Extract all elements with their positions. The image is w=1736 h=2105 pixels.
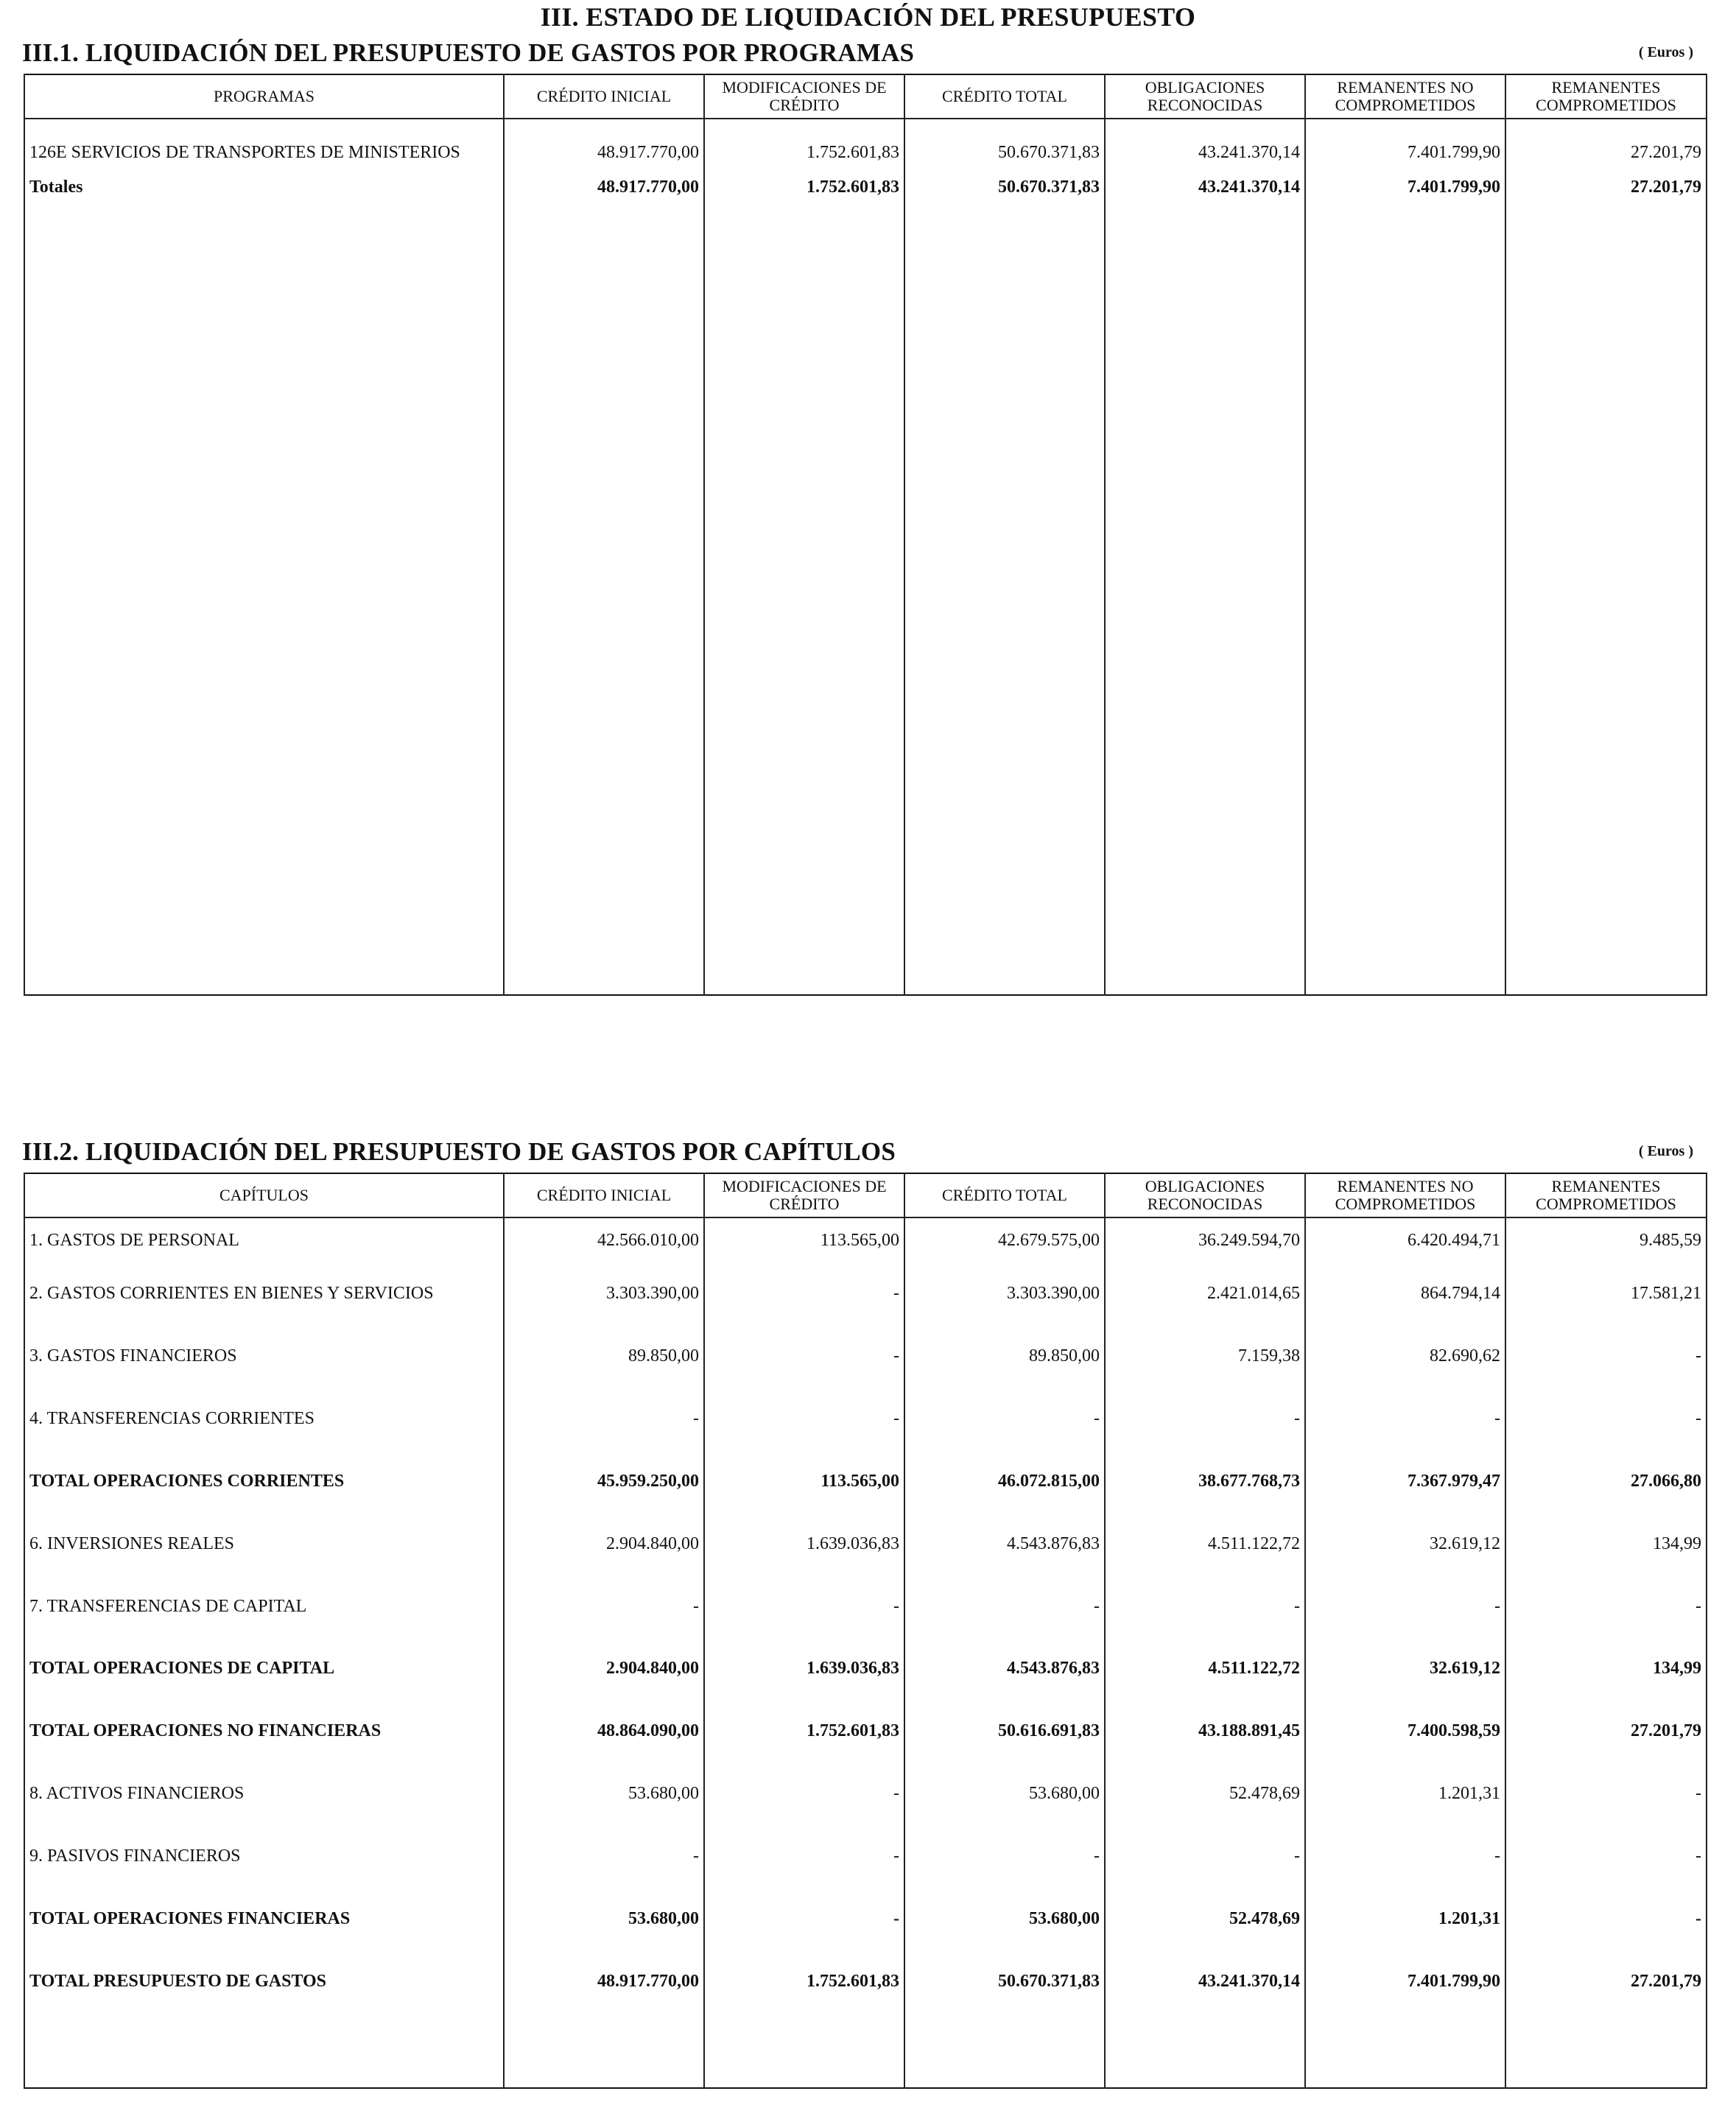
chapter-label: 2. GASTOS CORRIENTES EN BIENES Y SERVICIOS <box>24 1262 504 1325</box>
obligaciones-cell: 38.677.768,73 <box>1105 1450 1305 1513</box>
remanentes-no-comprometidos-cell: - <box>1305 1388 1505 1450</box>
remanentes-comprometidos-cell: 27.201,79 <box>1505 1700 1707 1763</box>
obligaciones-cell: 36.249.594,70 <box>1105 1217 1305 1262</box>
credito-inicial-cell: 48.917.770,00 <box>504 169 704 205</box>
credito-total-cell: - <box>904 1388 1105 1450</box>
remanentes-comprometidos-cell: 27.066,80 <box>1505 1450 1707 1513</box>
obligaciones-cell: - <box>1105 1825 1305 1888</box>
chapter-label: 7. TRANSFERENCIAS DE CAPITAL <box>24 1575 504 1638</box>
obligaciones-cell: 2.421.014,65 <box>1105 1262 1305 1325</box>
remanentes-comprometidos-cell: 134,99 <box>1505 1513 1707 1575</box>
empty-filler-row <box>24 205 1707 995</box>
column-header: OBLIGACIONES RECONOCIDAS <box>1105 1173 1305 1217</box>
modificaciones-cell: - <box>704 1763 904 1825</box>
remanentes-comprometidos-cell: 134,99 <box>1505 1638 1707 1701</box>
modificaciones-cell: - <box>704 1888 904 1950</box>
credito-total-cell: 50.670.371,83 <box>904 169 1105 205</box>
credito-inicial-cell: 48.917.770,00 <box>504 1950 704 2013</box>
remanentes-comprometidos-cell: - <box>1505 1763 1707 1825</box>
remanentes-comprometidos-cell: - <box>1505 1575 1707 1638</box>
modificaciones-cell: - <box>704 1825 904 1888</box>
modificaciones-cell: 1.752.601,83 <box>704 169 904 205</box>
remanentes-no-comprometidos-cell: - <box>1305 1575 1505 1638</box>
column-header: CRÉDITO TOTAL <box>904 1173 1105 1217</box>
table-row <box>24 119 1707 169</box>
subtotal-row <box>24 1700 1707 1763</box>
totals-row <box>24 169 1707 205</box>
credito-total-cell: 42.679.575,00 <box>904 1217 1105 1262</box>
remanentes-comprometidos-cell: 17.581,21 <box>1505 1262 1707 1325</box>
chapter-label: TOTAL OPERACIONES NO FINANCIERAS <box>24 1700 504 1763</box>
remanentes-comprometidos-cell: - <box>1505 1888 1707 1950</box>
credito-total-cell: 50.670.371,83 <box>904 119 1105 169</box>
table-row <box>24 1513 1707 1575</box>
modificaciones-cell: 113.565,00 <box>704 1450 904 1513</box>
remanentes-no-comprometidos-cell: - <box>1305 1825 1505 1888</box>
credito-inicial-cell: - <box>504 1575 704 1638</box>
credito-inicial-cell: - <box>504 1388 704 1450</box>
credito-total-cell: 89.850,00 <box>904 1325 1105 1388</box>
credito-total-cell: - <box>904 1825 1105 1888</box>
table-row <box>24 1825 1707 1888</box>
remanentes-no-comprometidos-cell: 7.367.979,47 <box>1305 1450 1505 1513</box>
remanentes-comprometidos-cell: 27.201,79 <box>1505 169 1707 205</box>
grand-total-row <box>24 1950 1707 2013</box>
chapter-label: TOTAL OPERACIONES DE CAPITAL <box>24 1638 504 1701</box>
capitulos-table <box>24 1173 1707 2089</box>
section-title-capitulos: III.2. LIQUIDACIÓN DEL PRESUPUESTO DE GASTOS POR CAPÍTULOS <box>22 1137 896 1166</box>
remanentes-comprometidos-cell: - <box>1505 1325 1707 1388</box>
remanentes-no-comprometidos-cell: 7.401.799,90 <box>1305 119 1505 169</box>
credito-inicial-cell: 42.566.010,00 <box>504 1217 704 1262</box>
remanentes-no-comprometidos-cell: 7.401.799,90 <box>1305 169 1505 205</box>
page-title: III. ESTADO DE LIQUIDACIÓN DEL PRESUPUESTO <box>540 2 1196 32</box>
table-row <box>24 1262 1707 1325</box>
credito-total-cell: 46.072.815,00 <box>904 1450 1105 1513</box>
subtotal-row <box>24 1638 1707 1701</box>
chapter-label: 1. GASTOS DE PERSONAL <box>24 1217 504 1262</box>
chapter-label: 6. INVERSIONES REALES <box>24 1513 504 1575</box>
credito-inicial-cell: 45.959.250,00 <box>504 1450 704 1513</box>
table-row <box>24 1388 1707 1450</box>
credito-total-cell: 50.616.691,83 <box>904 1700 1105 1763</box>
table-row <box>24 1325 1707 1388</box>
column-header: REMANENTES COMPROMETIDOS <box>1505 74 1707 119</box>
remanentes-no-comprometidos-cell: 1.201,31 <box>1305 1888 1505 1950</box>
unit-label-capitulos: ( Euros ) <box>1638 1143 1693 1159</box>
table-header-row <box>24 74 1707 119</box>
remanentes-no-comprometidos-cell: 6.420.494,71 <box>1305 1217 1505 1262</box>
credito-inicial-cell: 53.680,00 <box>504 1763 704 1825</box>
modificaciones-cell: - <box>704 1575 904 1638</box>
obligaciones-cell: - <box>1105 1575 1305 1638</box>
unit-label-programas: ( Euros ) <box>1638 44 1693 60</box>
modificaciones-cell: - <box>704 1325 904 1388</box>
chapter-label: TOTAL OPERACIONES CORRIENTES <box>24 1450 504 1513</box>
modificaciones-cell: - <box>704 1388 904 1450</box>
remanentes-no-comprometidos-cell: 32.619,12 <box>1305 1513 1505 1575</box>
obligaciones-cell: 4.511.122,72 <box>1105 1513 1305 1575</box>
subtotal-row <box>24 1888 1707 1950</box>
column-header: OBLIGACIONES RECONOCIDAS <box>1105 74 1305 119</box>
credito-inicial-cell: 2.904.840,00 <box>504 1638 704 1701</box>
subtotal-row <box>24 1450 1707 1513</box>
remanentes-no-comprometidos-cell: 32.619,12 <box>1305 1638 1505 1701</box>
modificaciones-cell: 113.565,00 <box>704 1217 904 1262</box>
remanentes-comprometidos-cell: - <box>1505 1825 1707 1888</box>
modificaciones-cell: 1.752.601,83 <box>704 1950 904 2013</box>
table-row <box>24 1575 1707 1638</box>
remanentes-comprometidos-cell: 27.201,79 <box>1505 119 1707 169</box>
table-row <box>24 1763 1707 1825</box>
credito-total-cell: 50.670.371,83 <box>904 1950 1105 2013</box>
credito-total-cell: 4.543.876,83 <box>904 1513 1105 1575</box>
column-header: MODIFICACIONES DE CRÉDITO <box>704 1173 904 1217</box>
chapter-label: TOTAL OPERACIONES FINANCIERAS <box>24 1888 504 1950</box>
credito-inicial-cell: 89.850,00 <box>504 1325 704 1388</box>
chapter-label: 3. GASTOS FINANCIEROS <box>24 1325 504 1388</box>
table-header-row <box>24 1173 1707 1217</box>
remanentes-no-comprometidos-cell: 7.401.799,90 <box>1305 1950 1505 2013</box>
modificaciones-cell: 1.752.601,83 <box>704 1700 904 1763</box>
chapter-label: 8. ACTIVOS FINANCIEROS <box>24 1763 504 1825</box>
remanentes-comprometidos-cell: - <box>1505 1388 1707 1450</box>
credito-total-cell: - <box>904 1575 1105 1638</box>
column-header: CRÉDITO INICIAL <box>504 74 704 119</box>
remanentes-no-comprometidos-cell: 864.794,14 <box>1305 1262 1505 1325</box>
column-header: MODIFICACIONES DE CRÉDITO <box>704 74 904 119</box>
credito-total-cell: 53.680,00 <box>904 1888 1105 1950</box>
obligaciones-cell: - <box>1105 1388 1305 1450</box>
modificaciones-cell: - <box>704 1262 904 1325</box>
credito-inicial-cell: 3.303.390,00 <box>504 1262 704 1325</box>
chapter-label: 4. TRANSFERENCIAS CORRIENTES <box>24 1388 504 1450</box>
program-label: Totales <box>24 169 504 205</box>
credito-inicial-cell: 53.680,00 <box>504 1888 704 1950</box>
remanentes-no-comprometidos-cell: 82.690,62 <box>1305 1325 1505 1388</box>
column-header: REMANENTES NO COMPROMETIDOS <box>1305 1173 1505 1217</box>
obligaciones-cell: 4.511.122,72 <box>1105 1638 1305 1701</box>
remanentes-comprometidos-cell: 9.485,59 <box>1505 1217 1707 1262</box>
chapter-label: 9. PASIVOS FINANCIEROS <box>24 1825 504 1888</box>
program-label: 126E SERVICIOS DE TRANSPORTES DE MINISTERIOS <box>24 119 504 169</box>
credito-total-cell: 3.303.390,00 <box>904 1262 1105 1325</box>
credito-inicial-cell: 48.864.090,00 <box>504 1700 704 1763</box>
column-header: PROGRAMAS <box>24 74 504 119</box>
credito-total-cell: 53.680,00 <box>904 1763 1105 1825</box>
table-row <box>24 1217 1707 1262</box>
column-header: CRÉDITO INICIAL <box>504 1173 704 1217</box>
modificaciones-cell: 1.639.036,83 <box>704 1638 904 1701</box>
obligaciones-cell: 52.478,69 <box>1105 1763 1305 1825</box>
column-header: REMANENTES COMPROMETIDOS <box>1505 1173 1707 1217</box>
remanentes-no-comprometidos-cell: 1.201,31 <box>1305 1763 1505 1825</box>
section-title-programas: III.1. LIQUIDACIÓN DEL PRESUPUESTO DE GASTOS POR PROGRAMAS <box>22 38 915 67</box>
credito-inicial-cell: - <box>504 1825 704 1888</box>
remanentes-no-comprometidos-cell: 7.400.598,59 <box>1305 1700 1505 1763</box>
modificaciones-cell: 1.639.036,83 <box>704 1513 904 1575</box>
remanentes-comprometidos-cell: 27.201,79 <box>1505 1950 1707 2013</box>
obligaciones-cell: 43.241.370,14 <box>1105 1950 1305 2013</box>
chapter-label: TOTAL PRESUPUESTO DE GASTOS <box>24 1950 504 2013</box>
obligaciones-cell: 43.188.891,45 <box>1105 1700 1305 1763</box>
column-header: REMANENTES NO COMPROMETIDOS <box>1305 74 1505 119</box>
programas-table <box>24 74 1707 996</box>
credito-inicial-cell: 2.904.840,00 <box>504 1513 704 1575</box>
credito-total-cell: 4.543.876,83 <box>904 1638 1105 1701</box>
empty-filler-row <box>24 2013 1707 2088</box>
obligaciones-cell: 43.241.370,14 <box>1105 169 1305 205</box>
obligaciones-cell: 52.478,69 <box>1105 1888 1305 1950</box>
column-header: CRÉDITO TOTAL <box>904 74 1105 119</box>
credito-inicial-cell: 48.917.770,00 <box>504 119 704 169</box>
column-header: CAPÍTULOS <box>24 1173 504 1217</box>
obligaciones-cell: 7.159,38 <box>1105 1325 1305 1388</box>
obligaciones-cell: 43.241.370,14 <box>1105 119 1305 169</box>
modificaciones-cell: 1.752.601,83 <box>704 119 904 169</box>
